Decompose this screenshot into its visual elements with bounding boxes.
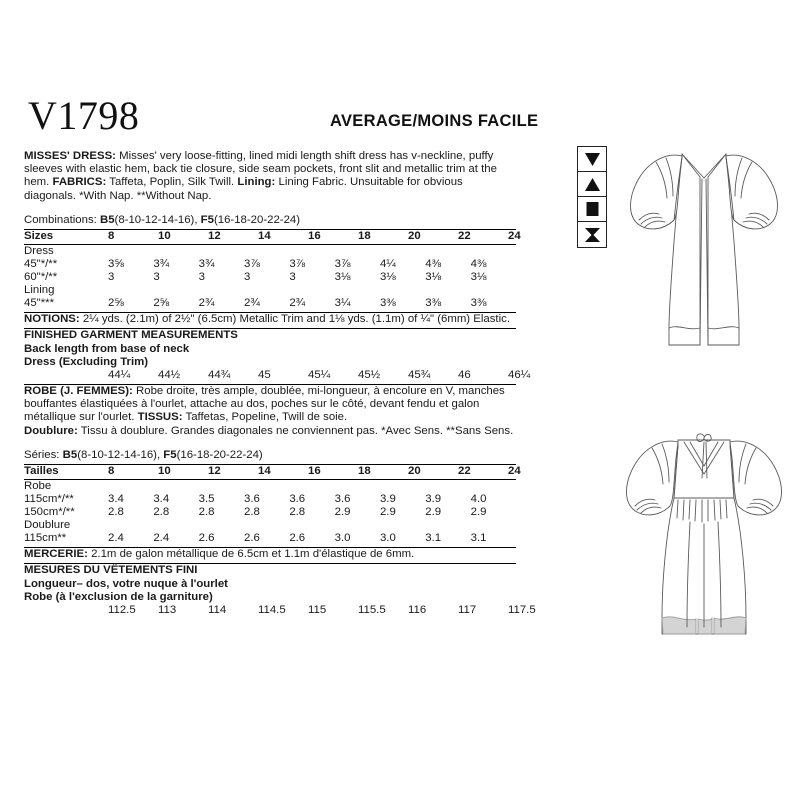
english-combo-f5-sizes: (16-18-20-22-24) — [213, 213, 301, 226]
table-row — [24, 271, 516, 284]
table-header-row — [24, 465, 558, 478]
cell: 3.0 — [379, 532, 396, 545]
english-combo-f5-code: F5 — [200, 213, 214, 226]
cell: 117.5 — [508, 604, 536, 617]
cell: 2.9 — [470, 506, 487, 519]
cell: 44¾ — [208, 369, 231, 382]
french-fabrics-label: TISSUS: — [137, 411, 183, 424]
english-notions — [24, 313, 516, 326]
size-col-16: 16 — [308, 230, 321, 243]
cell: 3.0 — [334, 532, 351, 545]
cell: 3⅛ — [379, 271, 396, 284]
french-yardage-table — [24, 465, 558, 478]
table-row — [24, 532, 516, 545]
english-notions-text: 2¼ yds. (2.1m) of 2½" (6.5cm) Metallic Trim and 1⅛ yds. (1.1m) of ¼" (6mm) Elastic. — [79, 313, 510, 326]
cell: 45 — [258, 369, 271, 382]
size-col-24: 24 — [508, 465, 521, 478]
english-finished-table — [24, 369, 558, 382]
size-col-12: 12 — [208, 465, 221, 478]
cell: 44½ — [158, 369, 181, 382]
cell: 3⅛ — [425, 271, 442, 284]
cell: 3¼ — [334, 297, 351, 310]
english-lining-text: Lining Fabric. Unsuitable for obvious diagonals. *With Nap. **Without Nap. — [24, 176, 463, 202]
cell: 3⅞ — [243, 258, 260, 271]
cell: 115.5 — [358, 604, 386, 617]
cell: 3.4 — [153, 493, 170, 506]
cell: 3.9 — [379, 493, 396, 506]
garment-symbol-column — [577, 146, 607, 248]
french-combo-f5-code: F5 — [163, 448, 177, 461]
group-title-lining: Lining — [24, 284, 55, 297]
group-title-robe: Robe — [24, 480, 52, 493]
french-combo-b5-sizes: (8-10-12-14-16), — [77, 448, 164, 461]
table-row — [24, 297, 516, 310]
cell: 3.1 — [425, 532, 442, 545]
french-notions — [24, 548, 516, 561]
cell: 2.8 — [108, 506, 124, 519]
cell: 2.8 — [289, 506, 306, 519]
cell: 4¼ — [379, 258, 396, 271]
group-title-doublure: Doublure — [24, 519, 71, 532]
cell: 3.4 — [108, 493, 124, 506]
cell: 3¾ — [153, 258, 170, 271]
french-lining-text: Tissu à doublure. Grandes diagonales ne conviennent pas. *Avec Sens. **Sans Sens. — [77, 424, 514, 437]
cell: 2.6 — [243, 532, 260, 545]
cell: 2.8 — [243, 506, 260, 519]
cell: 4⅜ — [425, 258, 442, 271]
english-description-text: Misses' very loose-fitting, lined midi length shift dress has v-neckline, puffy sleeves with elastic hem, back tie closure, side seam pockets, front slit and metallic trim at the hem. — [24, 150, 497, 189]
dress-front-view — [612, 132, 798, 358]
cell: 3.6 — [243, 493, 260, 506]
triangle-down-icon — [578, 147, 606, 172]
english-combinations — [24, 214, 516, 227]
size-col-10: 10 — [158, 465, 171, 478]
french-combo-b5-code: B5 — [62, 448, 78, 461]
cell: 3.1 — [470, 532, 487, 545]
table-header-row — [24, 230, 558, 243]
row-label-115: 115cm*/** — [24, 493, 74, 506]
english-combinations-label: Combinations: — [24, 213, 100, 226]
group-title-row — [24, 519, 516, 532]
cell: 2⅝ — [153, 297, 170, 310]
cell: 44¼ — [108, 369, 131, 382]
cell: 3.5 — [198, 493, 215, 506]
dress-back-view — [612, 422, 798, 648]
cell: 3⅞ — [289, 258, 306, 271]
pattern-info-sheet — [24, 150, 536, 617]
cell: 2.8 — [153, 506, 170, 519]
difficulty-label: AVERAGE/MOINS FACILE — [330, 112, 539, 130]
english-finished-item: Dress (Excluding Trim) — [24, 355, 149, 368]
cell: 3⅜ — [425, 297, 442, 310]
row-label-115-doublure: 115cm** — [24, 532, 67, 545]
row-label-45: 45"*/** — [24, 258, 58, 271]
size-col-8: 8 — [108, 465, 115, 478]
french-finished-item: Robe (à l'exclusion de la garniture) — [24, 590, 213, 603]
french-finished-title: MESURES DU VÊTEMENTS FINI — [24, 564, 198, 577]
cell: 3.9 — [425, 493, 442, 506]
english-lining-label: Lining: — [237, 176, 276, 189]
cell: 3⅜ — [379, 297, 396, 310]
group-title-dress: Dress — [24, 245, 54, 258]
hourglass-icon — [578, 222, 606, 247]
french-notions-text: 2.1m de galon métallique de 6.5cm et 1.1m d'élastique de 6mm. — [87, 548, 415, 561]
cell: 3⅛ — [334, 271, 351, 284]
size-col-14: 14 — [258, 465, 271, 478]
triangle-up-icon — [578, 172, 606, 197]
cell: 3 — [198, 271, 205, 284]
cell: 3 — [108, 271, 115, 284]
english-yardage-table — [24, 230, 558, 243]
cell: 2.4 — [108, 532, 124, 545]
cell: 3¾ — [198, 258, 215, 271]
sizes-header-cell: Sizes — [24, 230, 54, 243]
cell: 114 — [208, 604, 227, 617]
cell: 2⅝ — [108, 297, 124, 310]
page-title: V1798 — [28, 93, 140, 138]
size-col-24: 24 — [508, 230, 521, 243]
size-col-20: 20 — [408, 230, 421, 243]
cell: 45¾ — [408, 369, 431, 382]
size-col-20: 20 — [408, 465, 421, 478]
group-title-row — [24, 245, 516, 258]
cell: 2¾ — [198, 297, 215, 310]
english-combo-b5-code: B5 — [99, 213, 115, 226]
cell: 2.6 — [198, 532, 215, 545]
cell: 2¾ — [289, 297, 306, 310]
cell: 2.9 — [425, 506, 442, 519]
cell: 2.6 — [289, 532, 306, 545]
table-row — [24, 604, 558, 617]
cell: 117 — [458, 604, 477, 617]
french-description-text: Robe droite, très ample, doublée, mi-longueur, à encolure en V, manches bouffantes élastiquées à l'ourlet, attache au dos, poches sur le côté, devant fendu et galon métallique sur l'ourlet. — [24, 385, 505, 424]
size-col-10: 10 — [158, 230, 171, 243]
french-yardage-body — [24, 480, 516, 545]
english-combo-b5-sizes: (8-10-12-14-16), — [114, 213, 201, 226]
english-description-label: MISSES' DRESS: — [24, 150, 116, 162]
size-col-22: 22 — [458, 230, 471, 243]
table-row — [24, 506, 516, 519]
cell: 2¾ — [243, 297, 260, 310]
cell: 3.6 — [289, 493, 306, 506]
size-col-8: 8 — [108, 230, 115, 243]
french-finished-sub: Longueur– dos, votre nuque à l'ourlet — [24, 577, 228, 590]
cell: 3⅛ — [470, 271, 487, 284]
cell: 2.9 — [379, 506, 396, 519]
group-title-row — [24, 284, 516, 297]
french-combinations — [24, 449, 516, 462]
french-description — [24, 385, 516, 438]
size-col-18: 18 — [358, 230, 371, 243]
french-fabrics-text: Taffetas, Popeline, Twill de soie. — [182, 411, 348, 424]
cell: 2.9 — [334, 506, 351, 519]
cell: 4⅜ — [470, 258, 487, 271]
french-notions-label: MERCERIE: — [24, 548, 88, 561]
cell: 45¼ — [308, 369, 331, 382]
table-row — [24, 369, 558, 382]
row-label-45-lining: 45"*** — [24, 297, 55, 310]
english-yardage-body — [24, 245, 516, 310]
cell: 46 — [458, 369, 471, 382]
cell: 3 — [153, 271, 160, 284]
french-lining-label: Doublure: — [24, 424, 78, 437]
table-row — [24, 258, 516, 271]
french-combo-f5-sizes: (16-18-20-22-24) — [176, 448, 263, 461]
group-title-row — [24, 480, 516, 493]
french-description-label: ROBE (J. FEMMES): — [24, 385, 133, 398]
cell: 3⅞ — [334, 258, 351, 271]
english-finished-sub: Back length from base of neck — [24, 342, 190, 355]
size-col-22: 22 — [458, 465, 471, 478]
rectangle-solid-icon — [578, 197, 606, 222]
cell: 114.5 — [258, 604, 286, 617]
cell: 2.4 — [153, 532, 170, 545]
cell: 3.6 — [334, 493, 351, 506]
tailles-header-cell: Tailles — [24, 465, 59, 478]
cell: 116 — [408, 604, 427, 617]
cell: 3⅜ — [470, 297, 487, 310]
cell: 45½ — [358, 369, 381, 382]
english-finished-title: FINISHED GARMENT MEASUREMENTS — [24, 329, 238, 342]
english-fabrics-text: Taffeta, Poplin, Silk Twill. — [106, 176, 238, 189]
cell: 113 — [158, 604, 177, 617]
row-label-60: 60"*/** — [24, 271, 58, 284]
size-col-12: 12 — [208, 230, 221, 243]
row-label-150: 150cm*/** — [24, 506, 75, 519]
english-description — [24, 150, 516, 203]
table-row — [24, 493, 516, 506]
cell: 112.5 — [108, 604, 136, 617]
cell: 3 — [243, 271, 251, 284]
english-fabrics-label: FABRICS: — [52, 176, 107, 189]
cell: 4.0 — [470, 493, 487, 506]
size-col-14: 14 — [258, 230, 271, 243]
cell: 115 — [308, 604, 327, 617]
french-combinations-label: Séries: — [24, 448, 63, 461]
cell: 3⅝ — [108, 258, 124, 271]
size-col-16: 16 — [308, 465, 321, 478]
cell: 46¼ — [508, 369, 531, 382]
cell: 2.8 — [198, 506, 215, 519]
cell: 3 — [289, 271, 296, 284]
size-col-18: 18 — [358, 465, 371, 478]
english-notions-label: NOTIONS: — [24, 313, 80, 326]
french-finished-table — [24, 604, 558, 617]
